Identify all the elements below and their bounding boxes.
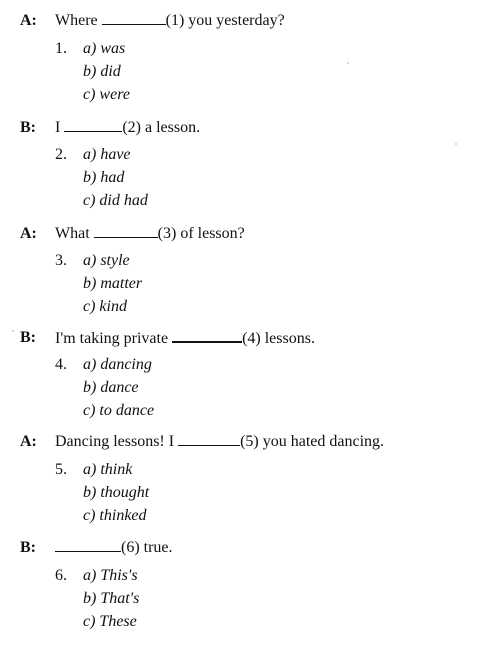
answer-blank[interactable] (102, 11, 166, 25)
option-c[interactable]: c) These (83, 613, 137, 630)
answer-blank[interactable] (55, 538, 121, 552)
question-number: 1. (55, 40, 67, 57)
option-b[interactable]: b) That's (83, 590, 140, 607)
scan-speck (347, 62, 349, 64)
statement-line (55, 11, 285, 31)
blank-number: (2) (122, 119, 141, 136)
statement-after: lessons. (264, 330, 315, 347)
option-a[interactable]: a) was (83, 40, 126, 57)
option-b[interactable]: b) matter (83, 275, 143, 292)
option-a[interactable]: a) have (83, 146, 131, 163)
statement-before: Dancing lessons! I (55, 433, 175, 450)
option-a[interactable]: a) think (83, 461, 133, 478)
statement-before: I'm taking private (55, 330, 169, 347)
option-c[interactable]: c) did had (83, 192, 148, 209)
answer-blank[interactable] (178, 432, 240, 446)
statement-line (55, 224, 245, 244)
answer-blank[interactable] (94, 224, 158, 238)
option-a[interactable]: a) style (83, 252, 130, 269)
scan-speck (455, 143, 457, 145)
answer-blank[interactable] (64, 118, 122, 132)
speaker-label: A: (20, 433, 37, 450)
option-c[interactable]: c) thinked (83, 507, 147, 524)
speaker-label: A: (20, 12, 37, 29)
option-b[interactable]: b) thought (83, 484, 150, 501)
statement-after: you hated dancing. (262, 433, 385, 450)
statement-after: you yesterday? (188, 12, 285, 29)
speaker-label: A: (20, 225, 37, 242)
blank-number: (1) (165, 12, 185, 29)
statement-line (55, 538, 173, 558)
statement-before: I (55, 119, 61, 136)
statement-after: true. (143, 539, 173, 556)
speaker-label: B: (20, 119, 36, 136)
option-b[interactable]: b) did (83, 63, 121, 80)
speaker-label: B: (20, 329, 36, 346)
statement-line (55, 328, 315, 349)
statement-before: Where (55, 12, 98, 29)
answer-blank[interactable] (172, 328, 242, 343)
option-c[interactable]: c) kind (83, 298, 127, 315)
option-c[interactable]: c) to dance (83, 402, 155, 419)
statement-line (55, 118, 200, 138)
blank-number: (4) (242, 330, 261, 347)
option-c[interactable]: c) were (83, 86, 130, 103)
statement-after: of lesson? (180, 225, 245, 242)
statement-before: What (55, 225, 90, 242)
statement-line (55, 432, 384, 452)
option-b[interactable]: b) had (83, 169, 125, 186)
speaker-label: B: (20, 539, 36, 556)
statement-after: a lesson. (144, 119, 201, 136)
question-number: 6. (55, 567, 67, 584)
blank-number: (5) (240, 433, 259, 450)
option-a[interactable]: a) dancing (83, 356, 152, 373)
option-b[interactable]: b) dance (83, 379, 139, 396)
question-number: 4. (55, 356, 67, 373)
question-number: 2. (55, 146, 67, 163)
question-number: 5. (55, 461, 67, 478)
option-a[interactable]: a) This's (83, 567, 138, 584)
blank-number: (3) (157, 225, 177, 242)
question-number: 3. (55, 252, 67, 269)
scan-speck (12, 330, 14, 332)
blank-number: (6) (121, 539, 140, 556)
